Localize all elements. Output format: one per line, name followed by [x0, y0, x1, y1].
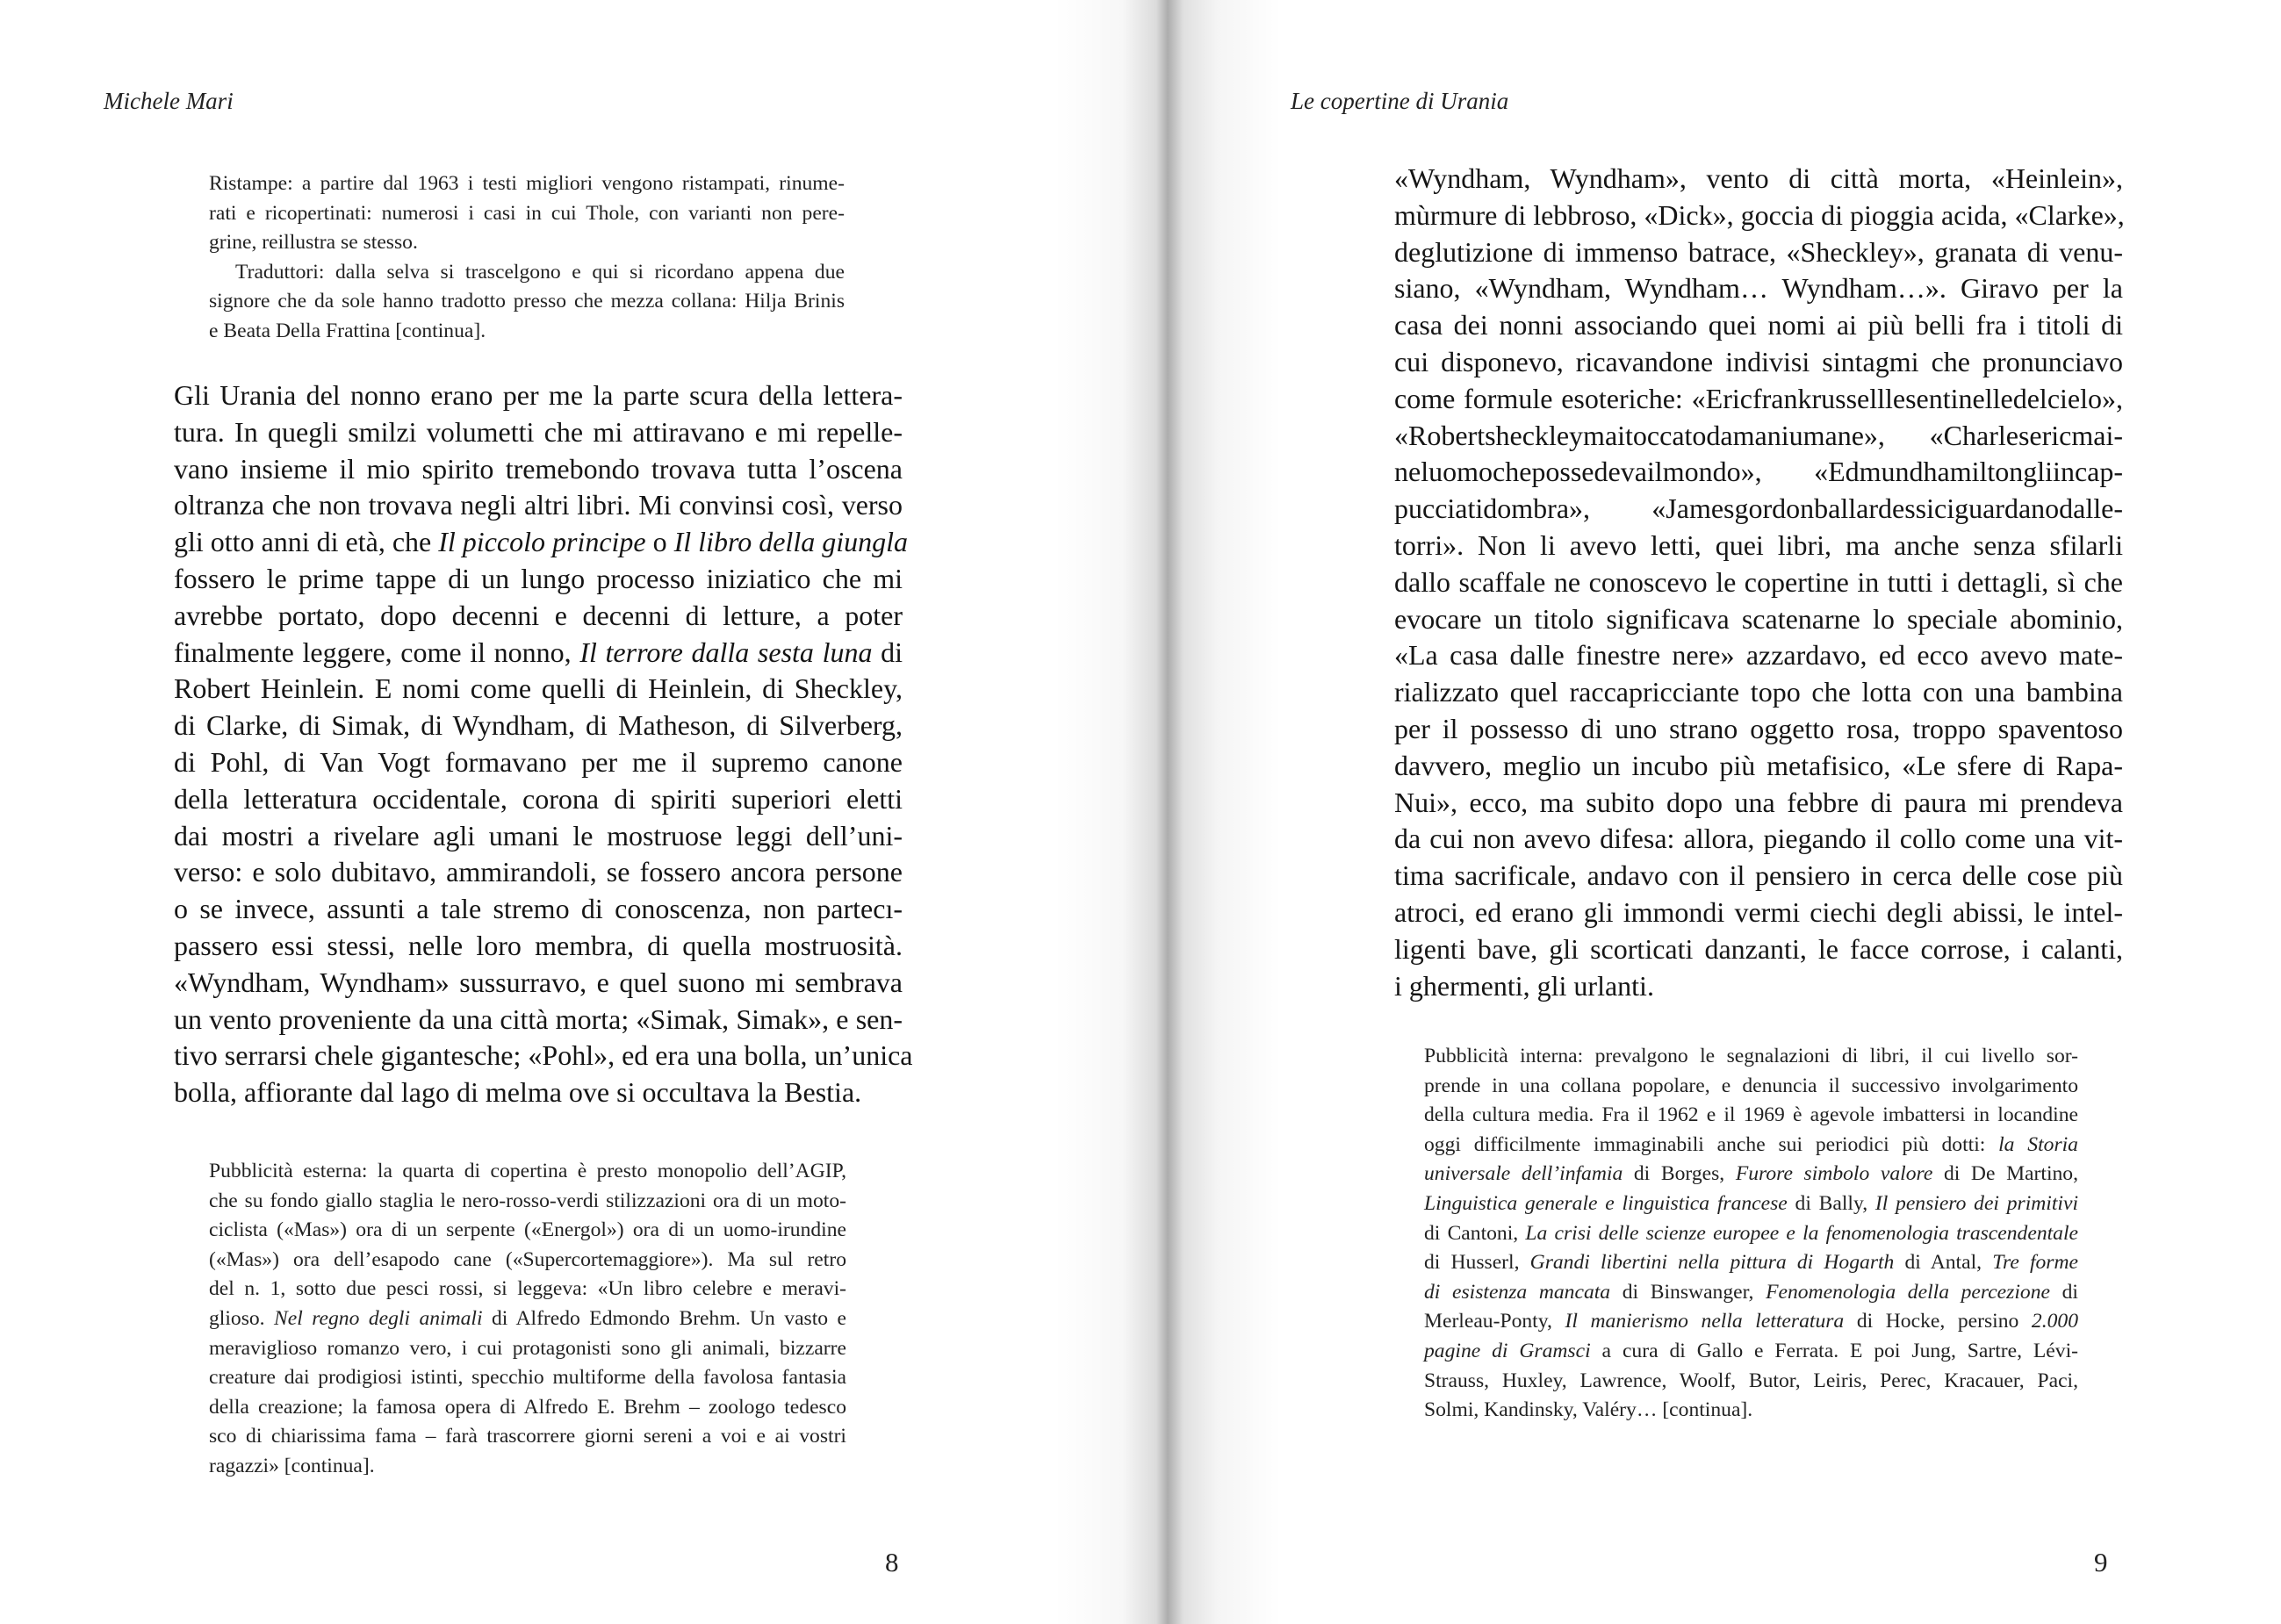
- note-line: della creazione; la famosa opera di Alfredo E. Brehm – zoologo tedesco: [209, 1395, 846, 1419]
- note-line: ciclista («Mas») ora di un serpente («Energol») ora di un uomo-irundine: [209, 1218, 846, 1242]
- note-line: glioso. Nel regno degli animali di Alfredo Edmondo Brehm. Un vasto e: [209, 1306, 846, 1330]
- text-line: finalmente leggere, come il nonno, Il terrore dalla sesta luna di: [174, 636, 903, 668]
- text-line: i ghermenti, gli urlanti.: [1394, 969, 1654, 1002]
- text-line: da cui non avevo difesa: allora, piegando il collo come una vit-: [1394, 823, 2123, 855]
- text-line: passero essi stessi, nelle loro membra, di quella mostruosità.: [174, 929, 903, 961]
- text-line: «Robertsheckleymaitoccatodamaniumane», «Charlesericmai-: [1394, 419, 2123, 451]
- note-line: signore che da sole hanno tradotto presso che mezza collana: Hilja Brinis: [209, 290, 845, 313]
- note-line: Strauss, Huxley, Lawrence, Woolf, Butor, Leiris, Perec, Kracauer, Paci,: [1424, 1369, 2078, 1392]
- text-line: «La casa dalle finestre nere» azzardavo, ed ecco avevo mate-: [1394, 639, 2123, 672]
- right-main-text: [1394, 161, 2123, 1004]
- text-line: come formule esoteriche: «Ericfrankrusselllesentinelledelcielo»,: [1394, 382, 2123, 414]
- text-line: tivo serrarsi chele gigantesche; «Pohl», ed era una bolla, un’unica: [174, 1039, 913, 1072]
- book-title: 2.000: [2031, 1310, 2078, 1333]
- text-line: Gli Urania del nonno erano per me la parte scura della lettera-: [174, 379, 903, 411]
- note-line: meraviglioso romanzo vero, i cui protagonisti sono gli animali, bizzarre: [209, 1336, 846, 1360]
- note-line: Solmi, Kandinsky, Valéry… [continua].: [1424, 1398, 1753, 1422]
- text-line: rializzato quel raccapricciante topo che lotta con una bambina: [1394, 676, 2123, 708]
- text-line: o se invece, assunti a tale stremo di conoscenza, non partecı-: [174, 893, 903, 925]
- book-title: Il pensiero dei primitivi: [1874, 1191, 2078, 1215]
- note-line: ragazzi» [continua].: [209, 1454, 375, 1477]
- text-line: mùrmure di lebbroso, «Dick», goccia di pioggia acida, «Clarke»,: [1394, 198, 2125, 231]
- right-footnote-block: [1424, 1042, 2078, 1426]
- left-main-text: [174, 377, 913, 1111]
- text-line: tima sacrificale, andavo con il pensiero in cerca delle cose più: [1394, 859, 2123, 892]
- left-running-head: Michele Mari: [104, 88, 234, 114]
- note-line: («Mas») ora dell’esapodo cane («Supercortemaggiore»). Ma sul retro: [209, 1247, 846, 1271]
- note-line: Pubblicità interna: prevalgono le segnalazioni di libri, il cui livello sor-: [1424, 1045, 2078, 1067]
- book-title: Furore simbolo valore: [1735, 1162, 1933, 1186]
- text-line: della letteratura occidentale, corona di spiriti superiori eletti: [174, 782, 903, 815]
- note-line: di esistenza mancata di Binswanger, Fenomenologia della percezione di: [1424, 1280, 2078, 1304]
- text-line: vano insieme il mio spirito tremebondo trovava tutta l’oscena: [174, 452, 903, 485]
- text-line: pucciatidombra», «Jamesgordonballardessiciguardanodalle-: [1394, 492, 2123, 525]
- text-line: davvero, meglio un incubo più metafisico, «Le sfere di Rapa-: [1394, 749, 2123, 781]
- note-line: grine, reillustra se stesso.: [209, 231, 418, 255]
- note-line: Traduttori: dalla selva si trascelgono e qui si ricordano appena due: [235, 260, 845, 284]
- text-line: neluomochepossedevailmondo», «Edmundhamiltongliincap-: [1394, 456, 2123, 488]
- text-line: di Clarke, di Simak, di Wyndham, di Matheson, di Silverberg,: [174, 709, 903, 742]
- text-line: bolla, affiorante dal lago di melma ove si occultava la Bestia.: [174, 1076, 862, 1109]
- left-page-number: 8: [885, 1547, 899, 1577]
- book-title: Grandi libertini nella pittura di Hogarth: [1529, 1251, 1895, 1275]
- book-title: Il terrore dalla sesta luna: [579, 636, 873, 668]
- text-line: evocare un titolo significava scatenarne lo speciale abominio,: [1394, 602, 2123, 635]
- text-line: Robert Heinlein. E nomi come quelli di Heinlein, di Sheckley,: [174, 672, 903, 705]
- note-line: prende in una collana popolare, e denuncia il successivo involgarimento: [1424, 1074, 2078, 1097]
- book-title: pagine di Gramsci: [1424, 1339, 1591, 1362]
- text-line: oltranza che non trovava negli altri libri. Mi convinsi così, verso: [174, 489, 903, 521]
- bottom-footnote-block: [209, 1157, 846, 1482]
- note-line: Merleau-Ponty, Il manierismo nella letteratura di Hocke, persino 2.000: [1424, 1310, 2078, 1333]
- note-line: creature dai prodigiosi istinti, specchio multiforme della favolosa fantasia: [209, 1366, 846, 1390]
- text-line: cui disponevo, ricavandone indivisi sintagmi che pronunciavo: [1394, 345, 2123, 377]
- text-line: atroci, ed erano gli immondi vermi ciechi degli abissi, le intel-: [1394, 895, 2123, 928]
- text-line: tura. In quegli smilzi volumetti che mi attiravano e mi repelle-: [174, 415, 903, 448]
- book-title: Linguistica generale e linguistica francese: [1424, 1191, 1788, 1215]
- note-line: sco di chiarissima fama – farà trascorrere giorni sereni a voi e ai vostri: [209, 1425, 846, 1448]
- note-line: e Beata Della Frattina [continua].: [209, 319, 486, 342]
- text-line: fossero le prime tappe di un lungo processo iniziatico che mi: [174, 562, 903, 594]
- book-title: Il libro della giungla: [673, 526, 908, 558]
- note-line: Linguistica generale e linguistica francese di Bally, Il pensiero dei primitivi: [1424, 1191, 2078, 1215]
- text-line: verso: e solo dubitavo, ammirandoli, se fossero ancora persone: [174, 856, 903, 888]
- text-line: ligenti bave, gli scorticati danzanti, le facce corrose, i calanti,: [1394, 932, 2123, 965]
- text-line: di Pohl, di Van Vogt formavano per me il supremo canone: [174, 745, 903, 778]
- text-line: deglutizione di immenso batrace, «Sheckley», granata di venu-: [1394, 235, 2123, 268]
- note-line: universale dell’infamia di Borges, Furore simbolo valore di De Martino,: [1424, 1162, 2078, 1186]
- right-page-number: 9: [2094, 1547, 2108, 1577]
- right-page: [1141, 0, 2281, 1624]
- note-line: pagine di Gramsci a cura di Gallo e Ferrata. E poi Jung, Sartre, Lévi-: [1424, 1339, 2078, 1362]
- book-title: la Storia: [1998, 1132, 2078, 1156]
- text-line: Nui», ecco, ma subito dopo una febbre di paura mi prendeva: [1394, 786, 2123, 818]
- book-title: Nel regno degli animali: [274, 1306, 483, 1330]
- text-line: «Wyndham, Wyndham», vento di città morta, «Heinlein»,: [1394, 162, 2123, 194]
- text-line: dallo scaffale ne conoscevo le copertine in tutti i dettagli, sì che: [1394, 565, 2123, 598]
- text-line: «Wyndham, Wyndham» sussurravo, e quel suono mi sembrava: [174, 966, 903, 998]
- book-title: Il manierismo nella letteratura: [1565, 1310, 1845, 1333]
- note-line: Pubblicità esterna: la quarta di copertina è presto monopolio dell’AGIP,: [209, 1160, 846, 1182]
- text-line: per il possesso di uno strano oggetto rosa, troppo spaventoso: [1394, 712, 2123, 744]
- text-line: casa dei nonni associando quei nomi ai più belli fra i titoli di: [1394, 309, 2123, 341]
- book-title: Tre forme: [1992, 1251, 2079, 1275]
- note-line: oggi difficilmente immaginabili anche sui periodici più dotti: la Storia: [1424, 1132, 2078, 1156]
- text-line: avrebbe portato, dopo decenni e decenni di letture, a poter: [174, 599, 903, 631]
- text-line: un vento proveniente da una città morta; «Simak, Simak», e sen-: [174, 1002, 903, 1035]
- top-footnote-block: [209, 169, 845, 347]
- book-title: universale dell’infamia: [1424, 1162, 1623, 1186]
- note-line: che su fondo giallo staglia le nero-rosso-verdi stilizzazioni ora di un moto-: [209, 1189, 846, 1212]
- text-line: siano, «Wyndham, Wyndham… Wyndham…». Giravo per la: [1394, 272, 2123, 305]
- right-running-head: Le copertine di Urania: [1291, 88, 1509, 114]
- note-line: della cultura media. Fra il 1962 e il 1969 è agevole imbattersi in locandine: [1424, 1103, 2078, 1127]
- note-line: del n. 1, sotto due pesci rossi, si leggeva: «Un libro celebre e meravi-: [209, 1277, 846, 1301]
- note-line: di Cantoni, La crisi delle scienze europee e la fenomenologia trascendentale: [1424, 1221, 2078, 1245]
- note-line: rati e ricopertinati: numerosi i casi in cui Thole, con varianti non pere-: [209, 201, 845, 225]
- book-title: Il piccolo principe: [438, 526, 646, 558]
- text-line: gli otto anni di età, che Il piccolo principe o Il libro della giungla: [174, 526, 908, 558]
- book-title: Fenomenologia della percezione: [1766, 1280, 2050, 1304]
- text-line: torri». Non li avevo letti, quei libri, ma anche senza sfilarli: [1394, 528, 2123, 561]
- book-title: di esistenza mancata: [1424, 1280, 1611, 1304]
- note-line: Ristampe: a partire dal 1963 i testi migliori vengono ristampati, rinume-: [209, 172, 845, 195]
- book-title: La crisi delle scienze europee e la fenomenologia trascendentale: [1525, 1221, 2078, 1245]
- note-line: di Husserl, Grandi libertini nella pittura di Hogarth di Antal, Tre forme: [1424, 1251, 2079, 1275]
- text-line: dai mostri a rivelare agli umani le mostruose leggi dell’uni-: [174, 819, 903, 852]
